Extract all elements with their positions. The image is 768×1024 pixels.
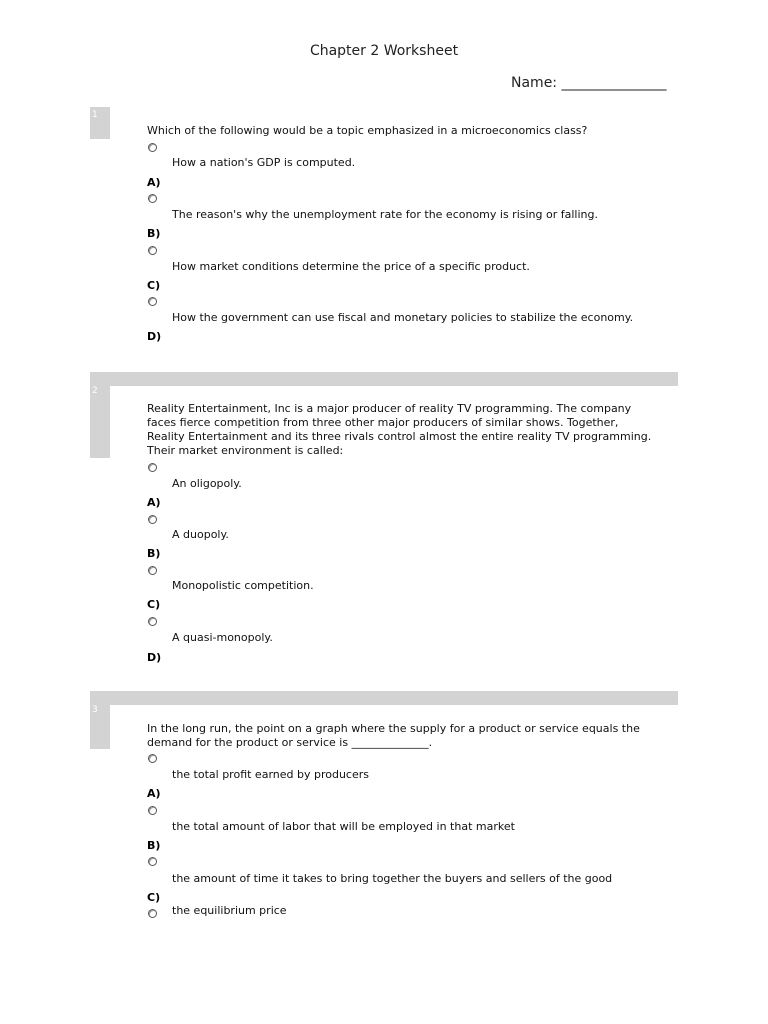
option-c-letter: C)	[147, 891, 161, 904]
option-a-radio[interactable]	[148, 143, 157, 152]
question-text-line: Reality Entertainment and its three rivals control almost the entire reality TV programming.	[147, 430, 652, 443]
option-c-radio[interactable]	[148, 246, 157, 255]
option-c-text: the amount of time it takes to bring together the buyers and sellers of the good	[172, 872, 613, 885]
option-a-letter: A)	[147, 787, 161, 800]
option-c-radio[interactable]	[148, 566, 157, 575]
option-c-letter: C)	[147, 598, 161, 611]
question-number-badge: 2	[90, 372, 110, 458]
question-number-badge: 3	[90, 691, 110, 749]
question-text-line: faces fierce competition from three other major producers of similar shows. Together,	[147, 416, 619, 429]
option-a-radio[interactable]	[148, 463, 157, 472]
worksheet-title: Chapter 2 Worksheet	[309, 43, 459, 59]
option-c-radio[interactable]	[148, 857, 157, 866]
question-text	[147, 402, 677, 458]
question-text: Which of the following would be a topic emphasized in a microeconomics class?	[147, 124, 588, 137]
option-d-radio[interactable]	[148, 297, 157, 306]
name-field-label: Name: _______________	[511, 75, 667, 91]
option-a-radio[interactable]	[148, 754, 157, 763]
option-a-text: An oligopoly.	[172, 477, 242, 490]
option-b-text: A duopoly.	[172, 528, 229, 541]
question-text-line: Their market environment is called:	[147, 444, 344, 457]
option-b-letter: B)	[147, 227, 161, 240]
option-d-text: A quasi-monopoly.	[172, 631, 273, 644]
question-text-line: In the long run, the point on a graph where the supply for a product or service equals the	[147, 722, 640, 735]
option-b-text: the total amount of labor that will be employed in that market	[172, 820, 515, 833]
option-c-text: Monopolistic competition.	[172, 579, 314, 592]
question-number-badge: 1	[90, 107, 110, 139]
option-b-radio[interactable]	[148, 194, 157, 203]
option-c-letter: C)	[147, 279, 161, 292]
question-text-line: demand for the product or service is ______________.	[147, 736, 433, 749]
option-b-text: The reason's why the unemployment rate for the economy is rising or falling.	[172, 208, 598, 221]
option-b-letter: B)	[147, 839, 161, 852]
option-d-text: the equilibrium price	[172, 904, 287, 917]
question-text-line: Reality Entertainment, Inc is a major producer of reality TV programming. The company	[147, 402, 632, 415]
option-a-letter: A)	[147, 496, 161, 509]
option-a-letter: A)	[147, 176, 161, 189]
option-a-text: the total profit earned by producers	[172, 768, 369, 781]
option-d-radio[interactable]	[148, 909, 157, 918]
option-b-radio[interactable]	[148, 806, 157, 815]
option-d-letter: D)	[147, 651, 162, 664]
option-b-letter: B)	[147, 547, 161, 560]
option-d-radio[interactable]	[148, 617, 157, 626]
question-text	[147, 722, 677, 750]
option-d-letter: D)	[147, 330, 162, 343]
option-d-text: How the government can use fiscal and monetary policies to stabilize the economy.	[172, 311, 634, 324]
option-b-radio[interactable]	[148, 515, 157, 524]
question-header-bar	[110, 372, 678, 386]
option-a-text: How a nation's GDP is computed.	[172, 156, 356, 169]
question-header-bar	[110, 691, 678, 705]
option-c-text: How market conditions determine the price of a specific product.	[172, 260, 530, 273]
